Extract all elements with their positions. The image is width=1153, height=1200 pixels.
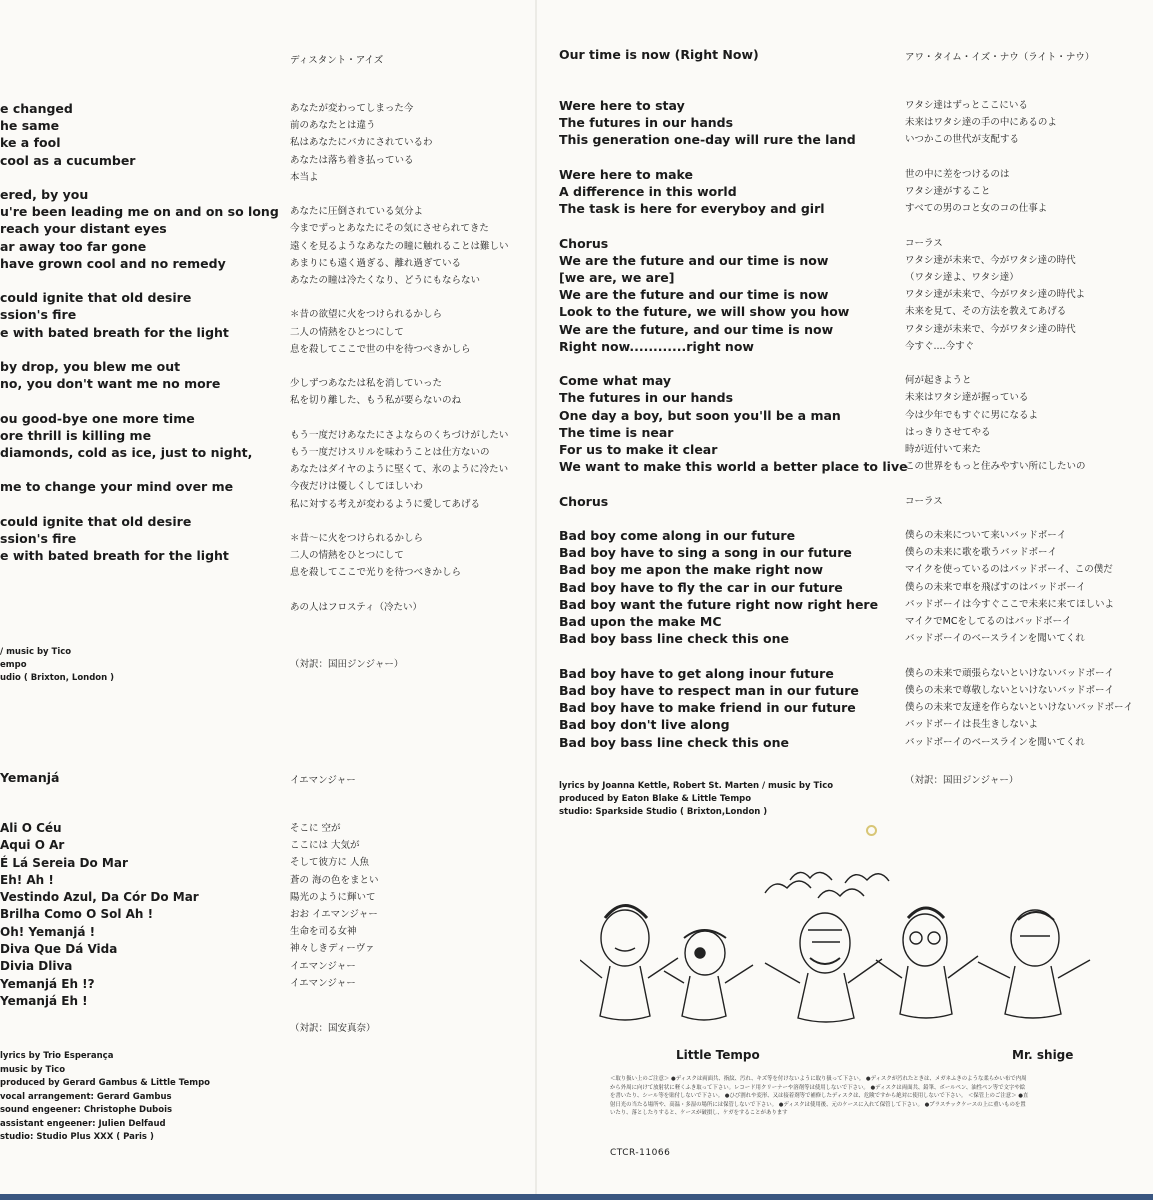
our-time-title-en: Our time is now (Right Now) bbox=[559, 47, 759, 62]
lyric-line-jp bbox=[905, 475, 1133, 492]
lyric-line-jp: ワタシ達がすること bbox=[905, 186, 991, 198]
lyric-line bbox=[0, 341, 279, 358]
lyric-line: One day a boy, but soon you'll be a man bbox=[559, 407, 841, 423]
our-time-title-jp: アワ・タイム・イズ・ナウ（ライト・ナウ） bbox=[905, 52, 1095, 63]
our-time-lyrics-jp bbox=[905, 97, 1133, 751]
credit-line: studio: Studio Plus XXX ( Paris ) bbox=[0, 1132, 154, 1142]
lyric-line: Bad boy me apon the make right now bbox=[559, 562, 824, 578]
lyric-line-jp: あなたは落ち着き払っている bbox=[290, 154, 414, 166]
lyric-line-jp: 僕らの未来で頑張らないといけないバッドボーイ bbox=[905, 667, 1115, 679]
lyric-line: ssion's fire bbox=[0, 307, 77, 323]
lyric-line: Bad boy have to get along inour future bbox=[559, 665, 834, 681]
lyric-line-jp: コーラス bbox=[905, 237, 943, 249]
lyric-line: ar away too far gone bbox=[0, 238, 147, 254]
distant-eyes-lyrics-jp bbox=[290, 100, 509, 616]
lyric-line: Bad boy come along in our future bbox=[559, 528, 796, 544]
lyric-line-jp: 私はあなたにバカにされているわ bbox=[290, 137, 433, 149]
lyric-line-jp bbox=[905, 510, 1133, 527]
lyric-line-jp: 二人の情熱をひとつにして bbox=[290, 550, 404, 562]
credit-line: / music by Tico bbox=[0, 647, 72, 657]
credit-line: studio: Sparkside Studio ( Brixton,London ) bbox=[559, 807, 768, 817]
lyric-line bbox=[559, 217, 908, 234]
distant-eyes-credits bbox=[0, 646, 114, 685]
credit-line: assistant engeener: Julien Delfaud bbox=[0, 1118, 166, 1129]
lyric-line: Vestindo Azul, Da Cór Do Mar bbox=[0, 890, 199, 905]
lyric-line: For us to make it clear bbox=[559, 442, 718, 458]
lyric-line-jp: 少しずつあなたは私を消していった bbox=[290, 378, 443, 390]
lyric-line bbox=[0, 496, 279, 513]
lyric-line: no, you don't want me no more bbox=[0, 376, 221, 392]
lyric-line-jp bbox=[290, 410, 509, 427]
lyric-line bbox=[0, 169, 279, 186]
lyric-line: Bad boy have to fly the car in our future bbox=[559, 579, 843, 595]
credit-line: sound engeener: Christophe Dubois bbox=[0, 1105, 173, 1115]
lyric-line-jp bbox=[290, 582, 509, 599]
lyric-line-jp: バッドボーイのベースラインを聞いてくれ bbox=[905, 736, 1085, 748]
credit-line: lyrics by Joanna Kettle, Robert St. Marten / music by Tico bbox=[559, 781, 834, 791]
lyric-line: Right now............right now bbox=[559, 338, 754, 354]
lyric-line-jp: コーラス bbox=[905, 495, 943, 507]
lyric-line: Diva Que Dá Vida bbox=[0, 942, 118, 957]
lyric-line: have grown cool and no remedy bbox=[0, 255, 226, 271]
lyric-line: Chorus bbox=[559, 493, 609, 509]
lyric-line: A difference in this world bbox=[559, 184, 737, 200]
yemanja-credits bbox=[0, 1050, 210, 1145]
lyric-line: e changed bbox=[0, 101, 73, 116]
lyric-line-jp: 今は少年でもすぐに男になるよ bbox=[905, 409, 1039, 421]
lyric-line-jp: そこに 空が bbox=[290, 823, 341, 834]
ink-dot bbox=[866, 825, 877, 836]
band-doodle-illustration bbox=[580, 858, 1140, 1038]
handling-notice: ＜取り扱い上のご注意＞ ●ディスクは両面共、指紋、汚れ、キズ等を付けないように取り扱って下さい。 ●ディスクが汚れたときは、メガネふきのような柔らかい布で内周から外周に向けて放射状に軽くふき取って下さい。レコード用クリーナーや溶剤等は使用しないで下さい。 ●ディスクは両面共、鉛筆、ボールペン、油性ペン等で文字や絵を書いたり、シール等を貼付しないで下さい。 ●ひび割れや変形、又は接着剤等で補修したディスクは、危険ですから絶対に使用しないで下さい。 ＜保管上のご注意＞ ●直射日光の当たる場所や、高温・多湿の場所には保管しないで下さい。 ●ディスクは使用後、元のケースに入れて保管して下さい。 ●プラスチックケースの上に重いものを置いたり、落としたりすると、ケースが破損し、ケガをすることがあります bbox=[610, 1076, 1029, 1117]
lyric-line: We are the future and our time is now bbox=[559, 252, 829, 268]
lyric-line-jp bbox=[905, 217, 1133, 234]
lyric-line-jp: イエマンジャー bbox=[290, 960, 356, 972]
lyric-line: Aqui O Ar bbox=[0, 838, 65, 853]
lyric-line-jp bbox=[290, 513, 509, 530]
lyric-line-jp bbox=[290, 186, 509, 203]
yemanja-lyrics-en bbox=[0, 820, 199, 1010]
lyric-line-jp: マイクを使っているのはバッドボーイ、この僕だ bbox=[905, 564, 1113, 576]
lyric-line-jp: ワタシ達が未来で、今がワタシ達の時代 bbox=[905, 254, 1076, 266]
lyric-line: ke a fool bbox=[0, 135, 61, 151]
lyric-line-jp: ワタシ達が未来で、今がワタシ達の時代よ bbox=[905, 289, 1086, 301]
lyric-line: Chorus bbox=[559, 235, 609, 251]
lyric-line-jp: 二人の情熱をひとつにして bbox=[290, 326, 404, 338]
lyric-line-jp: あなたが変わってしまった今 bbox=[290, 103, 414, 114]
lyric-line-jp: イエマンジャー bbox=[290, 977, 356, 989]
lyric-line: We are the future and our time is now bbox=[559, 287, 829, 303]
lyric-line: Yemanjá Eh !? bbox=[0, 976, 95, 991]
lyric-line-jp bbox=[290, 289, 509, 306]
lyric-line-jp: 息を殺してここで光りを待つべきかしら bbox=[290, 567, 462, 579]
credit-line: produced by Gerard Gambus & Little Tempo bbox=[0, 1078, 210, 1088]
credit-line: empo bbox=[0, 660, 27, 670]
lyric-line: Were here to make bbox=[559, 166, 694, 182]
lyric-line: This generation one-day will rure the land bbox=[559, 132, 856, 148]
lyric-line-jp: 蒼の 海の色をまとい bbox=[290, 874, 379, 886]
lyric-line-jp: 息を殺してここで世の中を待つべきかしら bbox=[290, 343, 471, 355]
lyric-line: Bad boy have to respect man in our future bbox=[559, 682, 859, 698]
lyric-line: u're been leading me on and on so long bbox=[0, 204, 279, 220]
credit-line: produced by Eaton Blake & Little Tempo bbox=[559, 794, 752, 804]
lyric-line: e with bated breath for the light bbox=[0, 324, 229, 340]
lyric-line-jp: 遠くを見るようなあなたの瞳に触れることは難しい bbox=[290, 240, 509, 252]
lyric-line-jp: 私を切り離した、もう私が要らないのね bbox=[290, 395, 462, 407]
lyric-line: Bad boy have to make friend in our future bbox=[559, 700, 856, 716]
lyric-line: ered, by you bbox=[0, 187, 89, 203]
lyric-line: ssion's fire bbox=[0, 531, 77, 547]
lyric-line-jp: 前のあなたとは違う bbox=[290, 120, 376, 132]
lyric-line-jp: 未来はワタシ達が握っている bbox=[905, 392, 1029, 404]
lyric-line: Bad boy bass line check this one bbox=[559, 734, 789, 750]
lyric-line: Bad boy bass line check this one bbox=[559, 631, 789, 647]
lyric-line-jp: バッドボーイは今すぐここで未来に来てほしいよ bbox=[905, 598, 1115, 610]
lyric-line bbox=[559, 149, 908, 166]
lyric-line-jp: ワタシ達はずっとここにいる bbox=[905, 100, 1028, 111]
lyric-line-jp: この世界をもっと住みやすい所にしたいの bbox=[905, 461, 1086, 473]
lyric-line: me to change your mind over me bbox=[0, 479, 234, 495]
lyric-line: ou good-bye one more time bbox=[0, 410, 195, 426]
lyric-line: Bad boy don't live along bbox=[559, 717, 730, 733]
lyric-line-jp: 僕らの未来で友達を作らないといけないバッドボーイ bbox=[905, 702, 1134, 714]
lyric-line-jp: マイクでMCをしてるのはバッドボーイ bbox=[905, 616, 1072, 628]
lyric-line: reach your distant eyes bbox=[0, 221, 167, 237]
lyric-line-jp: 僕らの未来について来いバッドボーイ bbox=[905, 530, 1067, 542]
lyric-line-jp: あの人はフロスティ（冷たい） bbox=[290, 601, 423, 613]
lyric-line: by drop, you blew me out bbox=[0, 359, 181, 375]
lyric-line: cool as a cucumber bbox=[0, 152, 136, 168]
lyric-line-jp: おお イエマンジャー bbox=[290, 909, 378, 921]
lyric-line-jp: 今すぐ....今すぐ bbox=[905, 340, 975, 352]
lyric-line: We want to make this world a better place to live bbox=[559, 459, 908, 475]
lyric-line-jp: あなたはダイヤのように堅くて、氷のように冷たい bbox=[290, 464, 509, 476]
lyric-line: Look to the future, we will show you how bbox=[559, 304, 850, 320]
lyric-line-jp: すべての男のコと女のコの仕事よ bbox=[905, 203, 1048, 215]
lyric-line-jp: そして彼方に 人魚 bbox=[290, 857, 370, 869]
lyric-line: Brilha Como O Sol Ah ! bbox=[0, 907, 154, 922]
lyric-line-jp: 世の中に差をつけるのは bbox=[905, 168, 1010, 180]
lyric-line: Bad boy have to sing a song in our future bbox=[559, 545, 852, 561]
lyric-line-jp: 今までずっとあなたにその気にさせられてきた bbox=[290, 223, 489, 235]
credit-line: lyrics by Trio Esperança bbox=[0, 1051, 114, 1061]
lyric-line bbox=[559, 510, 908, 527]
lyric-line: e with bated breath for the light bbox=[0, 548, 229, 564]
lyric-line-jp: バッドボーイは長生きしないよ bbox=[905, 719, 1039, 731]
lyric-line: We are the future, and our time is now bbox=[559, 321, 834, 337]
lyric-line-jp: （ワタシ達よ、ワタシ達） bbox=[905, 272, 1019, 284]
distant-eyes-title-jp: ディスタント・アイズ bbox=[290, 55, 384, 66]
lyric-line-jp: いつかこの世代が支配する bbox=[905, 134, 1020, 146]
lyric-line-jp bbox=[905, 355, 1133, 372]
lyric-line-jp: 僕らの未来で車を飛ばすのはバッドボーイ bbox=[905, 581, 1086, 593]
lyric-line-jp: もう一度だけスリルを味わうことは仕方ないの bbox=[290, 447, 490, 459]
lyric-line-jp: ＊昔～に火をつけられるかしら bbox=[290, 533, 424, 545]
yemanja-title-jp: イエマンジャー bbox=[290, 775, 356, 786]
credit-line: music by Tico bbox=[0, 1064, 66, 1075]
lyric-line-jp: 時が近付いて来た bbox=[905, 444, 982, 456]
lyric-line-jp: 生命を司る女神 bbox=[290, 926, 357, 938]
lyric-line-jp: バッドボーイのベースラインを聞いてくれ bbox=[905, 633, 1085, 645]
lyric-line-jp: ＊昔の欲望に火をつけられるかしら bbox=[290, 309, 443, 321]
lyric-line-jp: 神々しきディーヴァ bbox=[290, 943, 375, 955]
lyric-line bbox=[559, 475, 908, 492]
lyric-line-jp bbox=[905, 149, 1133, 166]
lyric-line-jp: あなたに圧倒されている気分よ bbox=[290, 206, 424, 218]
lyric-line-jp: ワタシ達が未来で、今がワタシ達の時代 bbox=[905, 323, 1076, 335]
lyric-line: Oh! Yemanjá ! bbox=[0, 924, 96, 939]
our-time-lyrics-en bbox=[559, 97, 908, 751]
lyric-line-jp: もう一度だけあなたにさよならのくちづけがしたい bbox=[290, 429, 509, 441]
lyric-line bbox=[0, 392, 279, 409]
lyric-line: The futures in our hands bbox=[559, 390, 734, 406]
lyric-line bbox=[559, 355, 908, 372]
distant-eyes-lyrics-en bbox=[0, 100, 279, 564]
band-label-little-tempo: Little Tempo bbox=[676, 1048, 760, 1062]
credit-line: udio ( Brixton, London ) bbox=[0, 673, 115, 683]
band-label-mr-shige: Mr. shige bbox=[1012, 1048, 1074, 1062]
lyric-line: The futures in our hands bbox=[559, 115, 734, 131]
distant-eyes-translator: （対訳：国田ジンジャー） bbox=[290, 659, 404, 670]
our-time-credits bbox=[559, 780, 833, 819]
lyric-line-jp: 何が起きようと bbox=[905, 375, 972, 387]
lyric-line: Bad upon the make MC bbox=[559, 614, 722, 630]
lyric-line-jp: 未来を見て、その方法を教えてあげる bbox=[905, 306, 1067, 318]
lyric-line: Yemanjá Eh ! bbox=[0, 993, 88, 1008]
lyric-line: Eh! Ah ! bbox=[0, 872, 54, 887]
lyric-line: The task is here for everyboy and girl bbox=[559, 201, 825, 217]
lyric-line-jp bbox=[290, 358, 509, 375]
lyric-line-jp: 陽光のように輝いて bbox=[290, 891, 376, 903]
lyric-line-jp: あまりにも遠く過ぎる、離れ過ぎている bbox=[290, 257, 462, 269]
lyric-line: Come what may bbox=[559, 373, 672, 389]
lyric-line-jp: ここには 大気が bbox=[290, 840, 360, 852]
lyric-line-jp: あなたの瞳は冷たくなり、どうにもならない bbox=[290, 275, 481, 287]
lyric-line: The time is near bbox=[559, 424, 674, 440]
lyric-line-jp: 未来はワタシ達の手の中にあるのよ bbox=[905, 117, 1057, 129]
yemanja-translator: （対訳：国安真奈） bbox=[290, 1023, 376, 1034]
lyric-line-jp: 僕らの未来で尊敬しないといけないバッドボーイ bbox=[905, 684, 1115, 696]
center-fold bbox=[535, 0, 537, 1200]
catalog-number: CTCR-11066 bbox=[610, 1148, 671, 1158]
lyric-line bbox=[559, 648, 908, 665]
lyric-line-jp: はっきりさせてやる bbox=[905, 426, 991, 438]
lyric-line: diamonds, cold as ice, just to night, bbox=[0, 445, 253, 461]
lyric-line: É Lá Sereia Do Mar bbox=[0, 855, 128, 870]
lyric-line: could ignite that old desire bbox=[0, 290, 192, 306]
lyric-line-jp: 今夜だけは優しくしてほしいわ bbox=[290, 481, 424, 493]
lyric-line: Divia Dliva bbox=[0, 959, 73, 974]
lyric-line: ore thrill is killing me bbox=[0, 427, 152, 443]
our-time-translator: （対訳：国田ジンジャー） bbox=[905, 775, 1019, 786]
yemanja-title-en: Yemanjá bbox=[0, 770, 60, 785]
yemanja-lyrics-jp bbox=[290, 820, 379, 992]
lyric-line-jp: 私に対する考えが変わるように愛してあげる bbox=[290, 498, 481, 510]
credit-line: vocal arrangement: Gerard Gambus bbox=[0, 1091, 172, 1102]
bottom-edge-bar bbox=[0, 1194, 1153, 1200]
lyric-line: [we are, we are] bbox=[559, 270, 675, 286]
lyric-line-jp bbox=[905, 648, 1133, 665]
lyric-line: Ali O Céu bbox=[0, 821, 62, 835]
lyric-line bbox=[0, 461, 279, 478]
lyric-line bbox=[0, 272, 279, 289]
lyric-line: he same bbox=[0, 118, 60, 134]
lyric-line: could ignite that old desire bbox=[0, 513, 192, 529]
lyric-line-jp: 僕らの未来に歌を歌うバッドボーイ bbox=[905, 547, 1058, 559]
lyric-line-jp: 本当よ bbox=[290, 171, 319, 183]
lyric-line: Were here to stay bbox=[559, 98, 685, 113]
lyric-line: Bad boy want the future right now right here bbox=[559, 596, 879, 612]
